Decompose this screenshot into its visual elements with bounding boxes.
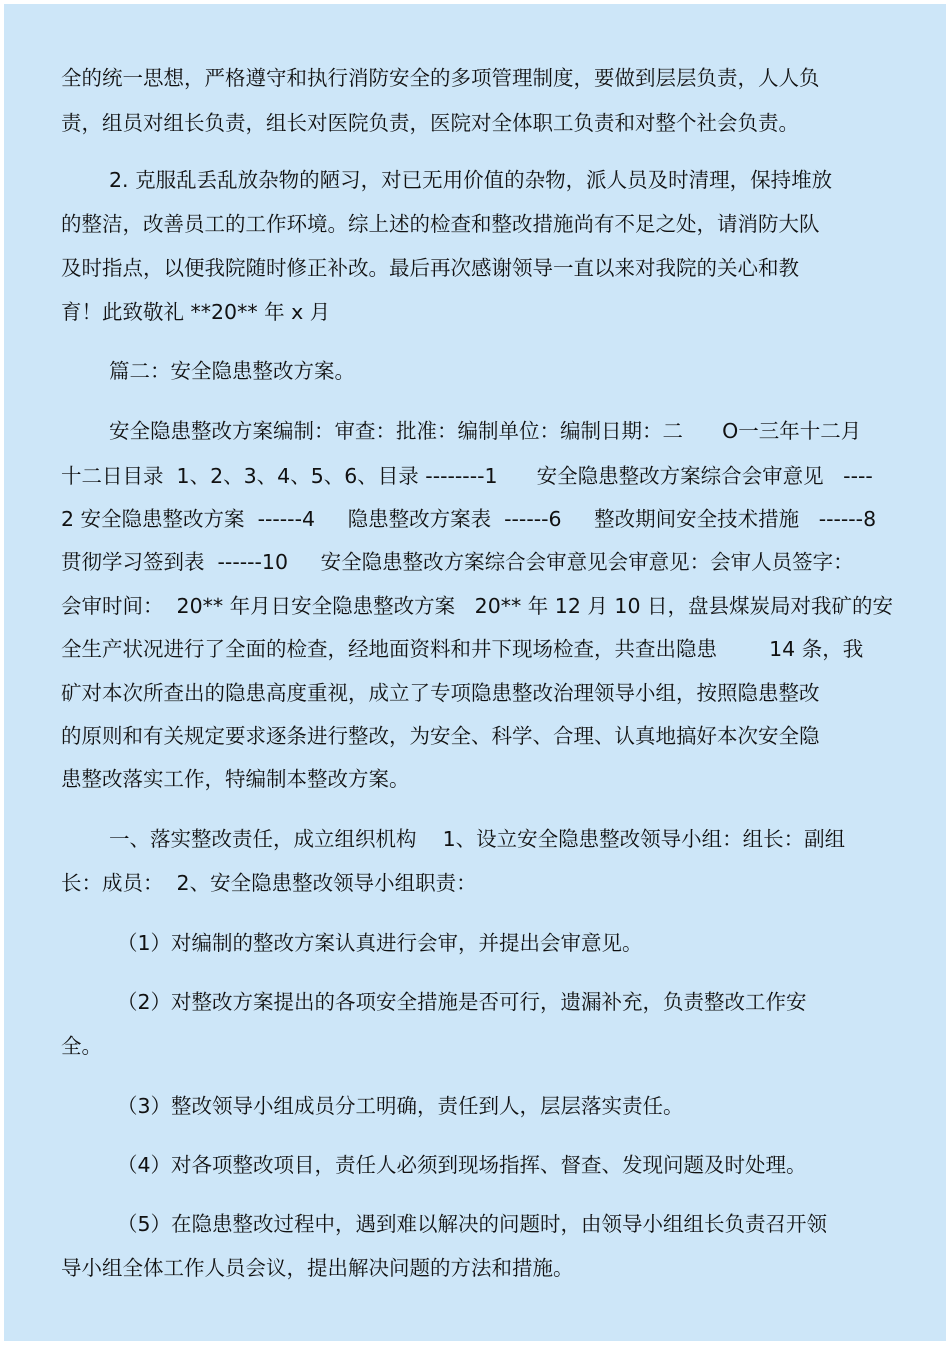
text-line: 育！此致敬礼 **20** 年 x 月 [61,300,331,324]
text-line: 会审时间： 20** 年月日安全隐患整改方案 20** 年 12 月 10 日，盘县煤炭局对我矿的安 [61,594,894,618]
text-line: 导小组全体工作人员会议，提出解决问题的方法和措施。 [61,1256,574,1280]
text-line: （3）整改领导小组成员分工明确，责任到人，层层落实责任。 [117,1094,684,1118]
text-line: 2. 克服乱丢乱放杂物的陋习，对已无用价值的杂物，派人员及时清理，保持堆放 [109,168,833,192]
text-line: 及时指点，以便我院随时修正补改。最后再次感谢领导一直以来对我院的关心和教 [61,256,799,280]
text-line: 的整洁，改善员工的工作环境。综上述的检查和整改措施尚有不足之处，请消防大队 [61,212,820,236]
text-line: 矿对本次所查出的隐患高度重视，成立了专项隐患整改治理领导小组，按照隐患整改 [61,681,820,705]
text-line: 篇二：安全隐患整改方案。 [109,359,355,383]
text-line: （2）对整改方案提出的各项安全措施是否可行，遗漏补充，负责整改工作安 [117,990,807,1014]
text-line: （1）对编制的整改方案认真进行会审，并提出会审意见。 [117,931,643,955]
text-line: （4）对各项整改项目，责任人必须到现场指挥、督查、发现问题及时处理。 [117,1153,807,1177]
text-line: 全生产状况进行了全面的检查，经地面资料和井下现场检查，共查出隐患 14 条，我 [61,637,864,661]
text-line: 患整改落实工作，特编制本整改方案。 [61,767,410,791]
text-line: 一、落实整改责任，成立组织机构 1、设立安全隐患整改领导小组：组长：副组 [109,827,846,851]
text-line: （5）在隐患整改过程中，遇到难以解决的问题时，由领导小组组长负责召开领 [117,1212,828,1236]
text-line: 十二日目录 1、2、3、4、5、6、目录 --------1 安全隐患整改方案综合会审意见 ---- [61,464,873,488]
text-line: 贯彻学习签到表 ------10 安全隐患整改方案综合会审意见会审意见：会审人员签字： [61,550,854,574]
text-line: 2 安全隐患整改方案 ------4 隐患整改方案表 ------6 整改期间安全技术措施 ------8 [61,507,877,531]
text-line: 的原则和有关规定要求逐条进行整改，为安全、科学、合理、认真地搞好本次安全隐 [61,724,820,748]
text-line: 全。 [61,1034,102,1058]
text-line: 长：成员： 2、安全隐患整改领导小组职责： [61,871,477,895]
text-line: 责，组员对组长负责，组长对医院负责，医院对全体职工负责和对整个社会负责。 [61,111,799,135]
text-line: 全的统一思想，严格遵守和执行消防安全的多项管理制度，要做到层层负责，人人负 [61,66,820,90]
document-page [4,4,946,1341]
text-line: 安全隐患整改方案编制：审查：批准：编制单位：编制日期：二 O一三年十二月 [109,419,862,443]
